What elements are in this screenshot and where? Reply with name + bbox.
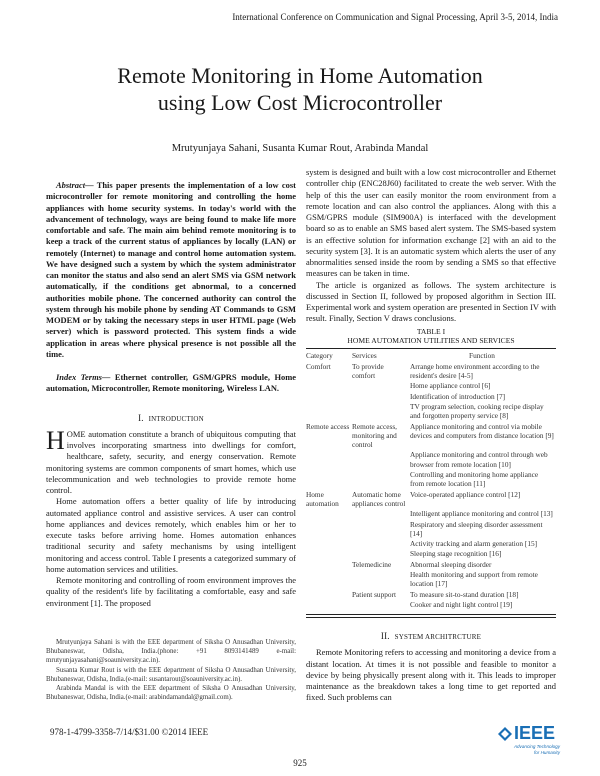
page-number: 925 — [293, 758, 307, 768]
authors: Mrutyunjaya Sahani, Susanta Kumar Rout, Arabinda Mandal — [171, 143, 429, 154]
table-cell-services — [352, 402, 410, 422]
table-cell-category — [306, 590, 352, 600]
intro-paragraph-2: Home automation offers a better quality of life by introducing automated appliance control and assistive services. A user can control home appliances and devices remotely, which enables him or her to execute tasks before arriving home. Homes automation enhances traditional security and safety mechanisms by using intelligent monitoring and access control. Table I presents a categorized summary of home automation services and utilities. — [46, 496, 296, 574]
intro-paragraph-4: system is designed and built with a low cost microcontroller and Ethernet controller chip (ENC28J60) facilitated to create the web server. With the help of this the user can easily monitor the room environment from a remote location and can also control the appliances. Along with this a GSM/GPRS module (SIM900A) is interfaced with the development board so as to enable an SMS based alert system. The SMS-based system is an effective solution for information exchange [2] with an aid to the security system [3]. It is an automatic system which alerts the user of any abnormalities sensed inside the room by sending a SMS so that effective measures can be taken in time. — [306, 167, 556, 279]
ieee-logo — [498, 723, 560, 755]
table-bottom-rule — [306, 614, 556, 618]
table-caption: HOME AUTOMATION UTILITIES AND SERVICES — [347, 336, 515, 345]
table-row — [306, 509, 556, 519]
table-cell-services — [352, 381, 410, 391]
abstract-text: — This paper presents the implementation of a low cost microcontroller for remote monitoring and controlling the home appliances with home security systems. In today's world with the advancement of technology, ways are being found to make life more comfortable and safe. The main aim behind remote monitoring is to keep a track of the current status of appliances by locally (LAN) or remotely (Internet) to manage and control home automation system. We have designed such a system by which the system administrator can monitor the status and also send an alert SMS via GSM network automatically, if the conditions get abnormal, to a concerned authorities mobile phone. The concerned authority can control the system through his mobile phone by sending AT Commands to GSM MODEM or by taking the necessary steps in user HTML page (Web server) which is password protected. This system finds a wide application in areas where physical presence is not possible all the time. — [46, 180, 296, 359]
table-cell-category — [306, 549, 352, 559]
table-label: TABLE I — [416, 326, 446, 336]
index-terms-text: — Ethernet controller, GSM/GPRS module, Home automation, Microcontroller, Remote monitoring, Wireless LAN. — [46, 372, 296, 394]
table-row — [306, 549, 556, 559]
table-cell-services — [352, 570, 410, 590]
table-cell-services — [352, 392, 410, 402]
table-cell-category: Remote access — [306, 421, 350, 431]
isbn-copyright: 978-1-4799-3358-7/14/$31.00 ©2014 IEEE — [50, 727, 209, 737]
table-header-category: Category — [306, 350, 333, 360]
section-heading-introduction — [46, 413, 296, 425]
table-cell-services — [352, 509, 410, 519]
table-cell-function: Arrange home environment according to the resident's desire [4-5] — [410, 361, 540, 381]
table-row — [306, 392, 556, 402]
table-cell-category: Comfort — [306, 361, 331, 371]
table-cell-function: Home appliance control [6] — [410, 381, 491, 391]
table-cell-category — [306, 470, 352, 490]
section-heading-system-architecture — [306, 631, 556, 643]
table-cell-category — [306, 381, 352, 391]
table-cell-function: Voice-operated appliance control [12] — [410, 489, 521, 499]
left-column — [46, 180, 296, 609]
ieee-tagline-2: for Humanity — [533, 749, 560, 755]
table-body — [306, 362, 556, 610]
table — [306, 349, 556, 611]
table-cell-services: Automatic home appliances control — [352, 489, 406, 508]
table-cell-category — [306, 450, 352, 470]
index-terms-label: Index Terms — [56, 372, 102, 382]
table-row — [306, 470, 556, 490]
table-row — [306, 450, 556, 470]
table-row — [306, 422, 556, 451]
table-cell-function: Respiratory and sleeping disorder assessment [14] — [410, 519, 543, 538]
table-row — [306, 520, 556, 540]
intro-paragraph-1 — [46, 425, 296, 497]
conference-header: International Conference on Communication and Signal Processing, April 3-5, 2014, India — [232, 12, 558, 22]
footnote-3: Arabinda Mandal is with the EEE department of Siksha O Anusadhan University, Bhubaneswar, Odisha, India.(e-mail: arabindamandal@gmail.com). — [46, 685, 296, 702]
table-cell-category — [306, 539, 352, 549]
table-cell-function: Identification of introduction [7] — [410, 391, 506, 401]
table-cell-services — [352, 470, 410, 490]
table-row — [306, 381, 556, 391]
section2-paragraph-1: Remote Monitoring refers to accessing and monitoring a device from a distant location. At times it is not possible and feasible to monitor a device by being physically present along with it. This leads to improper maintenance as the breakdown takes a long time to get reported and fixed. Such problems can — [306, 647, 556, 703]
table-1 — [306, 327, 556, 619]
table-cell-category — [306, 509, 352, 519]
section-title: INTRODUCTION — [148, 414, 204, 423]
drop-cap: H — [46, 425, 65, 455]
table-cell-services — [352, 549, 410, 559]
table-cell-function: Cooker and night light control [19] — [410, 599, 513, 609]
table-cell-function: Health monitoring and support from remote location [17] — [410, 570, 538, 589]
table-row — [306, 402, 556, 422]
table-cell-function: Intelligent appliance monitoring and control [13] — [410, 509, 553, 519]
table-cell-category — [306, 392, 352, 402]
intro-paragraph-3: Remote monitoring and controlling of room environment improves the quality of the resident's life by facilitating a comfortable, easy and safe environment [1]. The proposed — [46, 575, 296, 608]
section-number: I. — [138, 412, 144, 423]
ieee-diamond-icon — [498, 727, 512, 741]
table-cell-services: Telemedicine — [352, 559, 392, 569]
table-row — [306, 490, 556, 510]
table-header-row — [306, 349, 556, 362]
ieee-tagline-1: Advancing Technology — [513, 744, 560, 749]
intro-paragraph-5: The article is organized as follows. The system architecture is discussed in Section II, followed by proposed algorithm in Section III. Experimental work and system operation are presented in Section IV with result. Finally, Section V draws conclusions. — [306, 279, 556, 324]
table-cell-category: Home automation — [306, 489, 339, 508]
abstract-label: Abstract — [56, 180, 86, 190]
abstract — [46, 180, 296, 360]
table-header-services: Services — [352, 350, 377, 360]
table-cell-category — [306, 570, 352, 590]
table-header-function: Function — [469, 350, 495, 360]
footnote-1: Mrutyunjaya Sahani is with the EEE department of Siksha O Anusadhan University, Bhubaneswar, Odisha, India.(phone: +91 8093141489 e-mail: mrutyunjayasahani@soauniversity.ac.in). — [46, 639, 296, 665]
table-cell-category — [306, 600, 352, 610]
table-cell-function: TV program selection, cooking recipe display and forgotten property service [8] — [410, 401, 544, 421]
footnote-2: Susanta Kumar Rout is with the EEE department of Siksha O Anusadhan University, Bhubaneswar, Odisha, India.(e-mail: susantarout@soauniversity.ac.in). — [46, 666, 296, 683]
table-cell-function: Sleeping stage recognition [16] — [410, 549, 502, 559]
table-cell-services — [352, 520, 410, 540]
intro-p1-text: OME automation constitute a branch of ubiquitous computing that involves incorporating smartness into dwellings for comfort, healthcare, safety, security, and energy conservation. Remote monitoring systems are common components of smart homes, which use telecommunication and web technologies to provide remote home control. — [46, 428, 296, 495]
table-row — [306, 600, 556, 610]
table-row — [306, 560, 556, 570]
table-cell-services: To provide comfort — [352, 361, 384, 381]
table-cell-services: Patient support — [352, 589, 396, 599]
ieee-wordmark — [498, 723, 560, 744]
table-cell-function: To measure sit-to-stand duration [18] — [410, 589, 519, 599]
table-cell-services — [352, 600, 410, 610]
table-cell-function: Controlling and monitoring home appliance from remote location [11] — [410, 470, 539, 489]
table-cell-services: Remote access, monitoring and control — [352, 421, 397, 450]
footnotes — [46, 638, 296, 702]
title-line-2: using Low Cost Microcontroller — [157, 90, 443, 115]
table-row — [306, 590, 556, 600]
table-cell-function: Abnormal sleeping disorder — [410, 559, 492, 569]
right-column — [306, 167, 556, 704]
ieee-word: IEEE — [514, 723, 556, 743]
table-cell-function: Appliance monitoring and control via mobile devices and computers from distance location [9] — [410, 421, 554, 440]
table-cell-category — [306, 402, 352, 422]
table-cell-category — [306, 560, 352, 570]
section-title: SYSTEM ARCHITRCTURE — [394, 633, 482, 642]
table-cell-category — [306, 520, 352, 540]
table-cell-services — [352, 450, 410, 470]
table-row — [306, 539, 556, 549]
paper-title — [0, 62, 600, 116]
table-cell-function: Activity tracking and alarm generation [15] — [410, 539, 538, 549]
table-row — [306, 362, 556, 382]
section-number: II. — [380, 631, 390, 642]
table-cell-function: Appliance monitoring and control through web browser from remote location [10] — [410, 450, 548, 469]
table-row — [306, 570, 556, 590]
table-cell-services — [352, 539, 410, 549]
title-line-1: Remote Monitoring in Home Automation — [117, 63, 483, 88]
index-terms — [46, 372, 296, 395]
